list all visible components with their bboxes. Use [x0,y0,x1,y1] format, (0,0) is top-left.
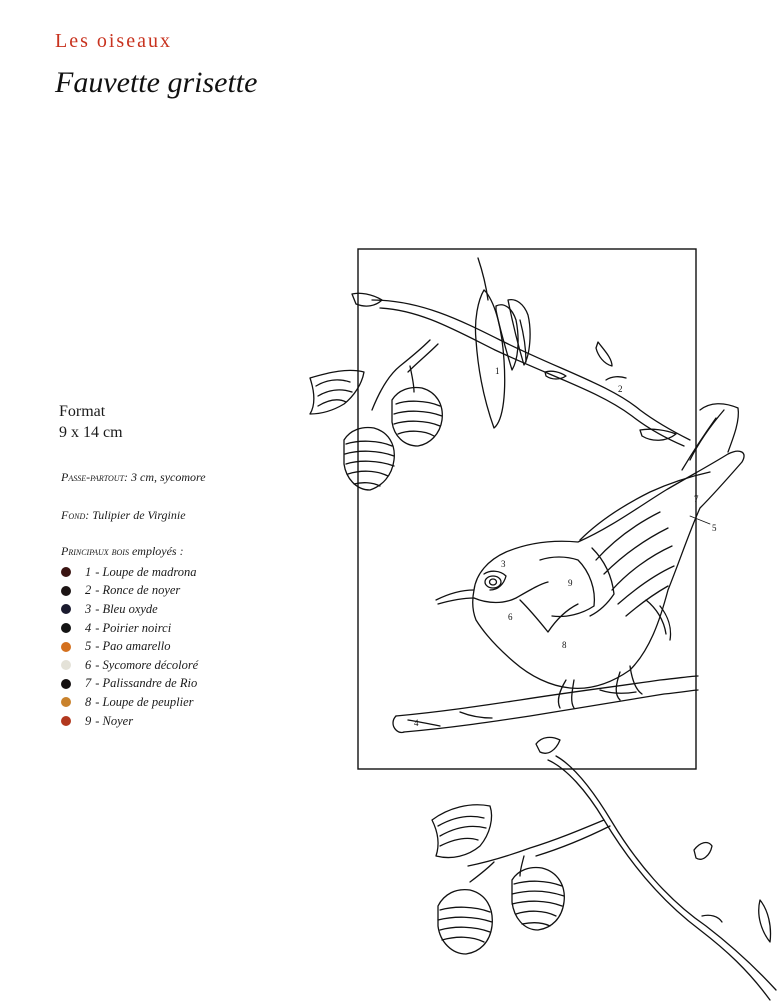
page-title: Fauvette grisette [55,66,258,99]
wood-item: 4 - Poirier noirci [61,619,198,638]
wood-name: Ronce de noyer [102,583,181,598]
wood-name: Pao amarello [102,639,171,654]
wood-name: Palissandre de Rio [102,676,198,691]
diagram-label-3: 3 [501,559,506,569]
wood-name: Loupe de peuplier [102,694,194,709]
wood-name: Noyer [102,713,134,728]
wood-number: 2 [85,583,92,598]
diagram-label-1: 1 [495,366,500,376]
lower-cones [432,805,564,954]
wood-number: 1 [85,564,92,579]
wood-item: 1 - Loupe de madrona [61,563,198,582]
label-leader-5 [690,516,710,524]
perch-branch [393,676,698,733]
wood-number: 9 [85,713,92,728]
wood-item: 9 - Noyer [61,712,198,731]
wood-name: Bleu oxyde [102,601,158,616]
woods-title-rest: employés : [131,544,184,558]
diagram-label-9: 9 [568,578,573,588]
fond-label: Fond: [61,508,90,522]
wood-number: 8 [85,694,92,709]
picture-frame [358,249,696,769]
wood-item: 7 - Palissandre de Rio [61,675,198,694]
wood-number: 4 [85,620,92,635]
diagram-label-2: 2 [618,384,623,394]
catkins [475,258,530,428]
bird [436,404,744,708]
wood-name: Poirier noirci [102,620,172,635]
wood-item: 6 - Sycomore décoloré [61,656,198,675]
wood-name: Loupe de madrona [102,564,197,579]
wood-item: 2 - Ronce de noyer [61,582,198,601]
wood-number: 6 [85,657,92,672]
format-size: 9 x 14 cm [59,424,123,441]
fond-value: Tulipier de Virginie [92,508,186,522]
woods-title-sc: Principaux bois [61,544,129,558]
diagram-label-4: 4 [414,718,419,728]
format-label: Format [59,403,106,420]
diagram-label-7: 7 [694,494,699,504]
wood-number: 3 [85,601,92,616]
wood-number: 7 [85,676,92,691]
wood-name: Sycomore décoloré [102,657,199,672]
upper-branch [352,293,690,446]
wood-item: 8 - Loupe de peuplier [61,693,198,712]
lower-branch [468,737,776,1000]
passe-partout-label: Passe-partout: [61,470,129,484]
wood-number: 5 [85,639,92,654]
section-kicker: Les oiseaux [55,30,172,52]
upper-cones [310,370,442,490]
diagram-label-8: 8 [562,640,567,650]
wood-item: 5 - Pao amarello [61,637,198,656]
passe-partout-value: 3 cm, sycomore [131,470,206,484]
wood-item: 3 - Bleu oxyde [61,600,198,619]
diagram-label-5: 5 [712,523,717,533]
diagram-label-6: 6 [508,612,513,622]
